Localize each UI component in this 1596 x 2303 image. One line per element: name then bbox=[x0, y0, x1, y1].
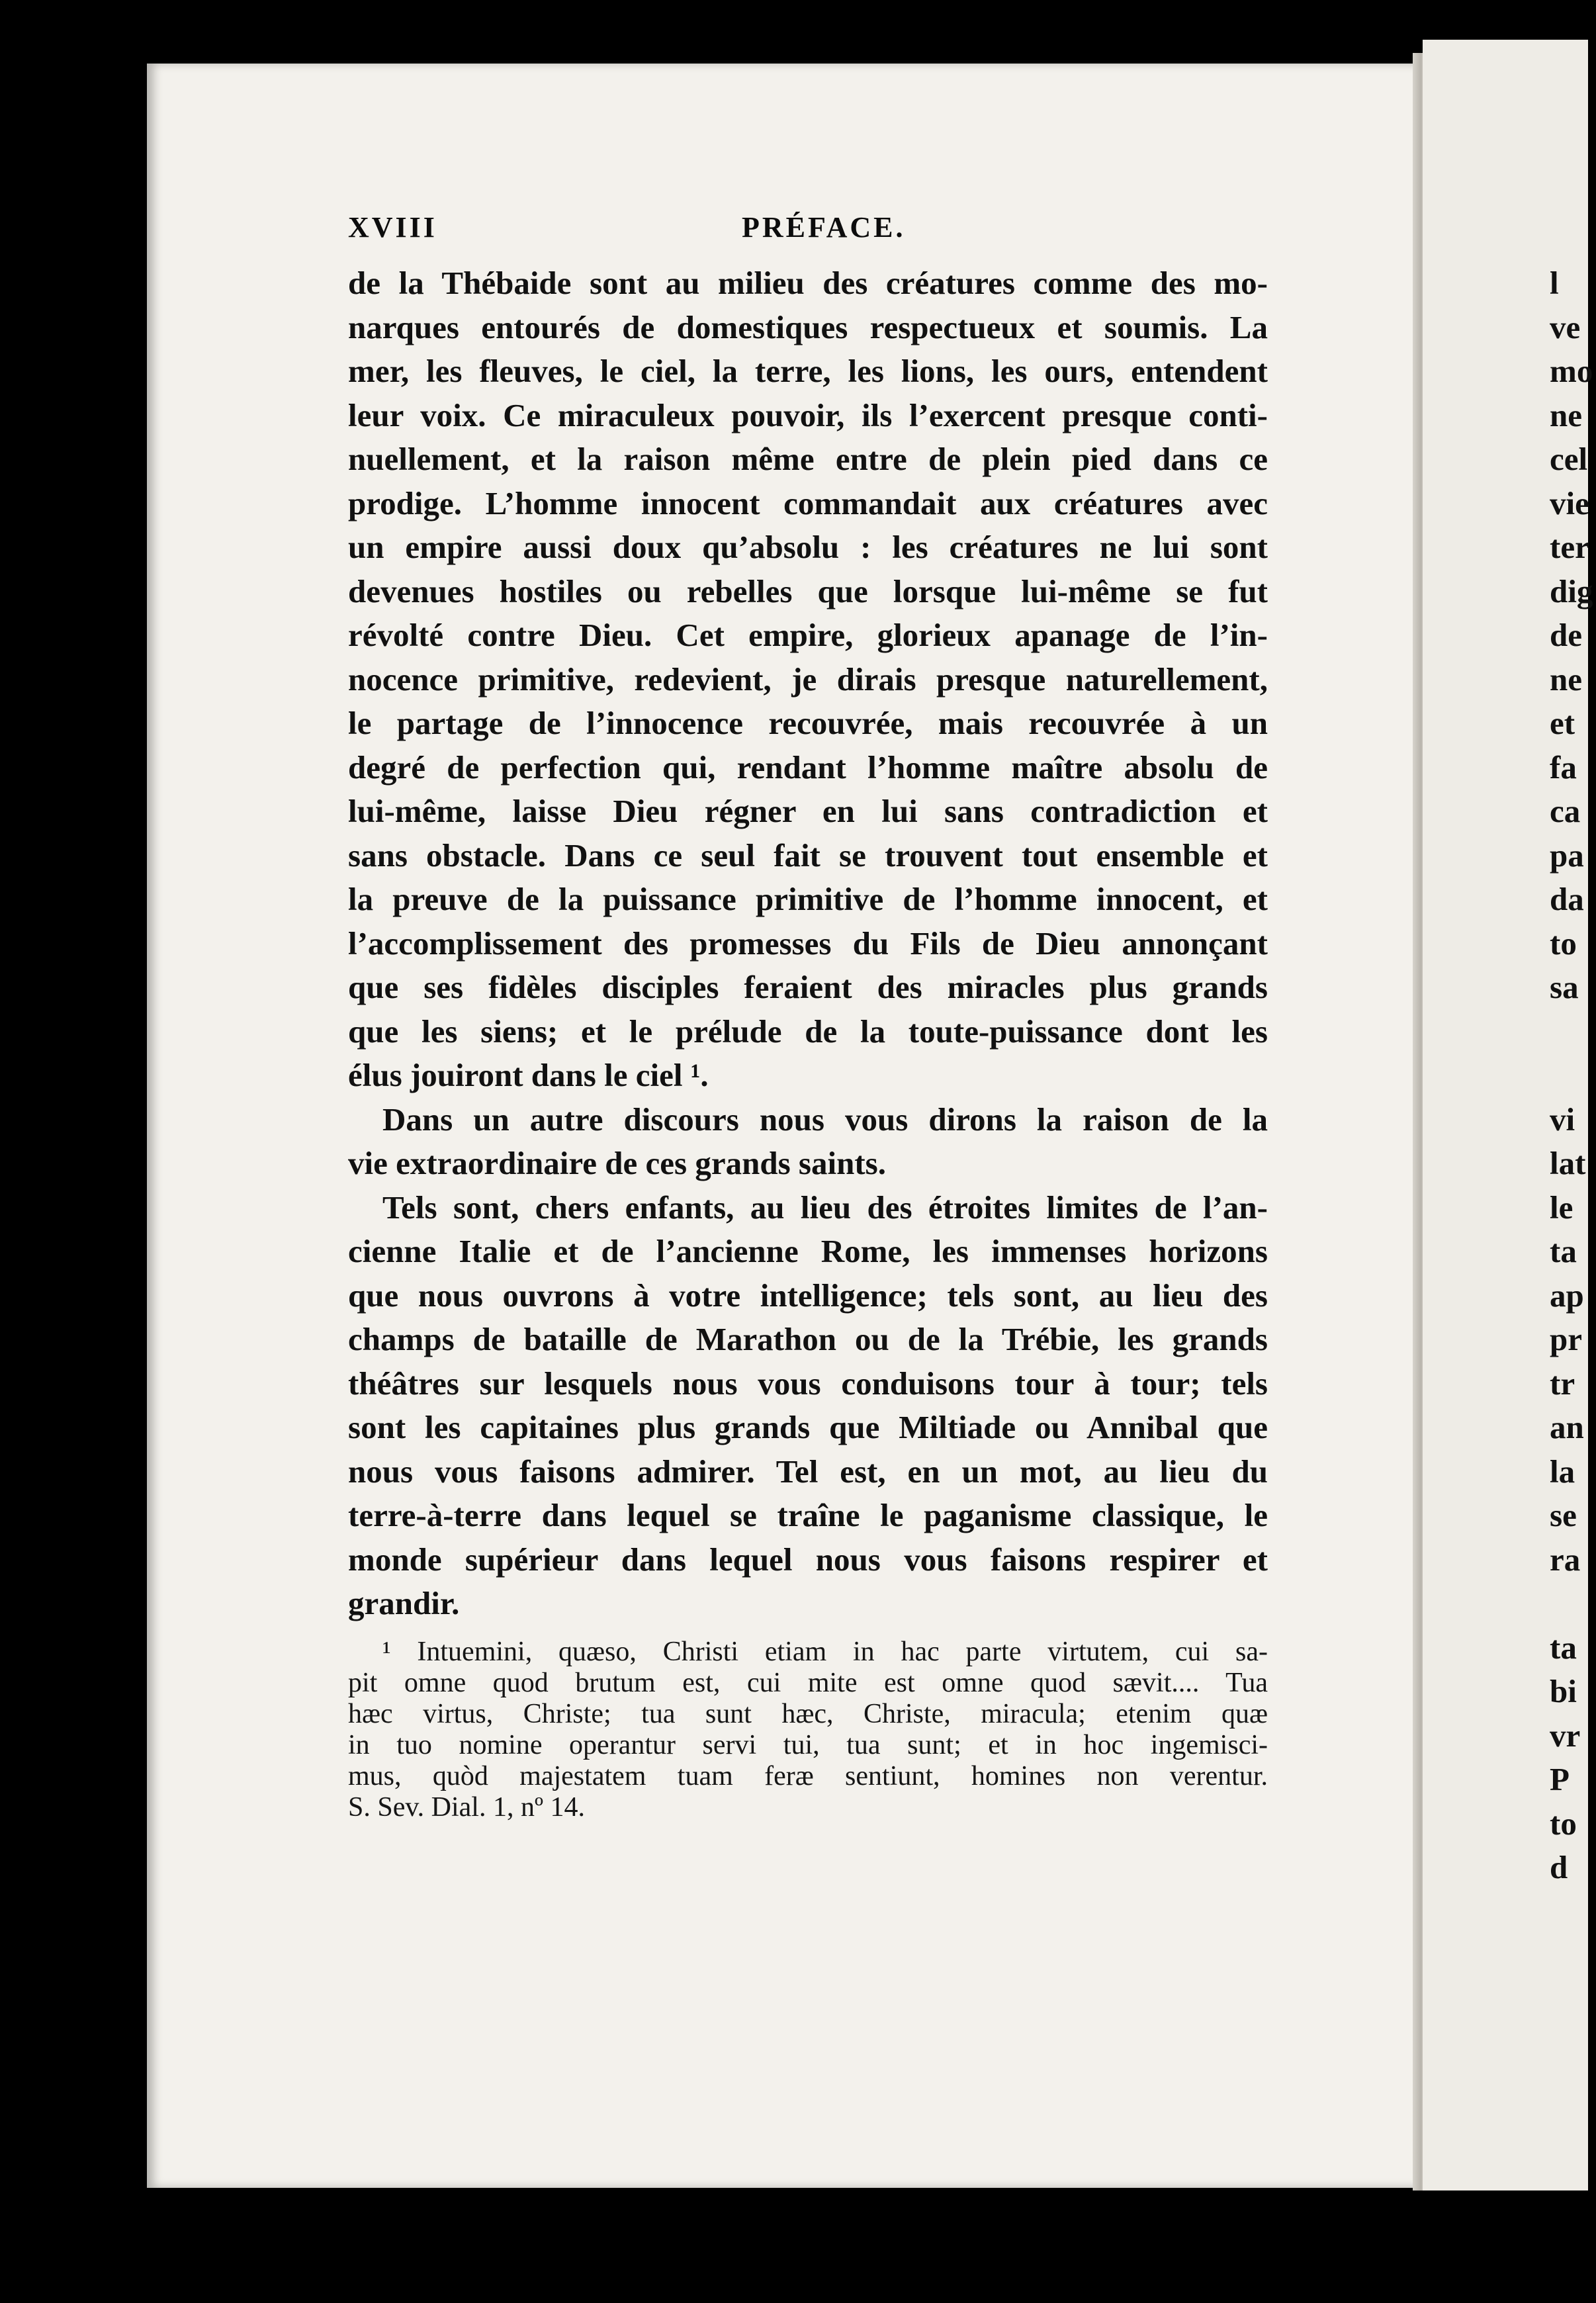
fragment: to bbox=[1550, 1805, 1577, 1842]
text-line: révolté contre Dieu. Cet empire, glorieux apanage de l’in- bbox=[348, 617, 1268, 653]
fragment: la bbox=[1550, 1453, 1575, 1490]
text-line: l’accomplissement des promesses du Fils de Dieu annonçant bbox=[348, 925, 1268, 962]
footnote-line: ¹ Intuemini, quæso, Christi etiam in hac parte virtutem, cui sa- bbox=[382, 1637, 1268, 1667]
fragment: dig bbox=[1550, 572, 1593, 610]
fragment: vr bbox=[1550, 1717, 1581, 1754]
text-line: le partage de l’innocence recouvrée, mais recouvrée à un bbox=[348, 705, 1268, 741]
fragment: ve bbox=[1550, 308, 1581, 345]
page-number: XVIII bbox=[348, 211, 437, 244]
text-line: champs de bataille de Marathon ou de la Trébie, les grands bbox=[348, 1321, 1268, 1357]
fragment: to bbox=[1550, 925, 1577, 962]
footnote-line: in tuo nomine operantur servi tui, tua sunt; et in hoc ingemisci- bbox=[348, 1730, 1268, 1760]
fragment: bi bbox=[1550, 1673, 1577, 1709]
footnote-line: pit omne quod brutum est, cui mite est omne quod sævit.... Tua bbox=[348, 1668, 1268, 1698]
text-line: grandir. bbox=[348, 1585, 460, 1621]
text-line: nuellement, et la raison même entre de plein pied dans ce bbox=[348, 441, 1268, 477]
fragment: lat bbox=[1550, 1145, 1586, 1181]
text-line: sans obstacle. Dans ce seul fait se trouvent tout ensemble et bbox=[348, 836, 1268, 874]
fragment: ra bbox=[1550, 1541, 1581, 1578]
text-line: lui-même, laisse Dieu régner en lui sans contradiction et bbox=[348, 793, 1268, 829]
page-header bbox=[348, 210, 1268, 250]
text-line: terre-à-terre dans lequel se traîne le paganisme classique, le bbox=[348, 1497, 1268, 1533]
fragment-spacer bbox=[1550, 1010, 1596, 1098]
text-line: cienne Italie et de l’ancienne Rome, les immenses horizons bbox=[348, 1233, 1268, 1269]
footnote bbox=[348, 1637, 1268, 1823]
fragment-spacer bbox=[1550, 1582, 1596, 1626]
text-line: narques entourés de domestiques respectueux et soumis. La bbox=[348, 308, 1268, 345]
fragment: vi bbox=[1550, 1101, 1575, 1138]
fragment: ap bbox=[1550, 1277, 1584, 1314]
fragment: l bbox=[1550, 265, 1559, 301]
footnote-line: hæc virtus, Christe; tua sunt hæc, Christe, miracula; etenim quæ bbox=[348, 1699, 1268, 1729]
fragment: ne bbox=[1550, 660, 1582, 698]
text-line: devenues hostiles ou rebelles que lorsque lui-même se fut bbox=[348, 572, 1268, 610]
text-line: leur voix. Ce miraculeux pouvoir, ils l’exercent presque conti- bbox=[348, 396, 1268, 433]
text-line: Tels sont, chers enfants, au lieu des étroites limites de l’an- bbox=[382, 1189, 1268, 1226]
fragment: an bbox=[1550, 1409, 1584, 1445]
fragment: se bbox=[1550, 1497, 1577, 1533]
fragment: le bbox=[1550, 1189, 1574, 1226]
fragment: pa bbox=[1550, 836, 1584, 874]
facing-page-text-fragments bbox=[1550, 261, 1596, 1890]
text-line: vie extraordinaire de ces grands saints. bbox=[348, 1145, 886, 1181]
text-line: degré de perfection qui, rendant l’homme maître absolu de bbox=[348, 748, 1268, 786]
text-line: nous vous faisons admirer. Tel est, en un mot, au lieu du bbox=[348, 1453, 1268, 1490]
fragment: ta bbox=[1550, 1233, 1577, 1269]
text-line: la preuve de la puissance primitive de l’homme innocent, et bbox=[348, 881, 1268, 917]
fragment: fa bbox=[1550, 748, 1577, 786]
fragment: pr bbox=[1550, 1321, 1582, 1357]
footnote-line: mus, quòd majestatem tuam feræ sentiunt, homines non verentur. bbox=[348, 1761, 1268, 1791]
text-line: Dans un autre discours nous vous dirons la raison de la bbox=[382, 1101, 1268, 1138]
text-line: sont les capitaines plus grands que Miltiade ou Annibal que bbox=[348, 1409, 1268, 1445]
fragment: ne bbox=[1550, 396, 1582, 433]
text-line: un empire aussi doux qu’absolu : les créatures ne lui sont bbox=[348, 529, 1268, 565]
fragment: da bbox=[1550, 881, 1584, 917]
text-line: que les siens; et le prélude de la toute-puissance dont les bbox=[348, 1013, 1268, 1050]
fragment: ter bbox=[1550, 529, 1589, 565]
text-line: monde supérieur dans lequel nous vous faisons respirer et bbox=[348, 1541, 1268, 1578]
text-line: de la Thébaide sont au milieu des créatures comme des mo- bbox=[348, 265, 1268, 301]
fragment: vie bbox=[1550, 484, 1589, 521]
text-line: élus jouiront dans le ciel ¹. bbox=[348, 1057, 709, 1093]
fragment: cel bbox=[1550, 441, 1588, 477]
text-line: nocence primitive, redevient, je dirais presque naturellement, bbox=[348, 660, 1268, 698]
text-line: prodige. L’homme innocent commandait aux créatures avec bbox=[348, 484, 1268, 521]
fragment: d bbox=[1550, 1849, 1568, 1885]
fragment: de bbox=[1550, 617, 1582, 653]
text-line: que ses fidèles disciples feraient des miracles plus grands bbox=[348, 969, 1268, 1005]
fragment: P bbox=[1550, 1761, 1570, 1797]
fragment: tr bbox=[1550, 1365, 1575, 1402]
fragment: ta bbox=[1550, 1629, 1577, 1666]
body-text bbox=[348, 261, 1268, 1626]
fragment: ca bbox=[1550, 793, 1581, 829]
fragment: mo bbox=[1550, 353, 1593, 389]
footnote-line: S. Sev. Dial. 1, nº 14. bbox=[348, 1792, 585, 1823]
text-line: que nous ouvrons à votre intelligence; tels sont, au lieu des bbox=[348, 1277, 1268, 1314]
fragment: sa bbox=[1550, 969, 1579, 1005]
fragment: et bbox=[1550, 705, 1575, 741]
text-line: théâtres sur lesquels nous vous conduisons tour à tour; tels bbox=[348, 1365, 1268, 1402]
running-title: PRÉFACE. bbox=[742, 211, 906, 244]
text-line: mer, les fleuves, le ciel, la terre, les lions, les ours, entendent bbox=[348, 353, 1268, 389]
